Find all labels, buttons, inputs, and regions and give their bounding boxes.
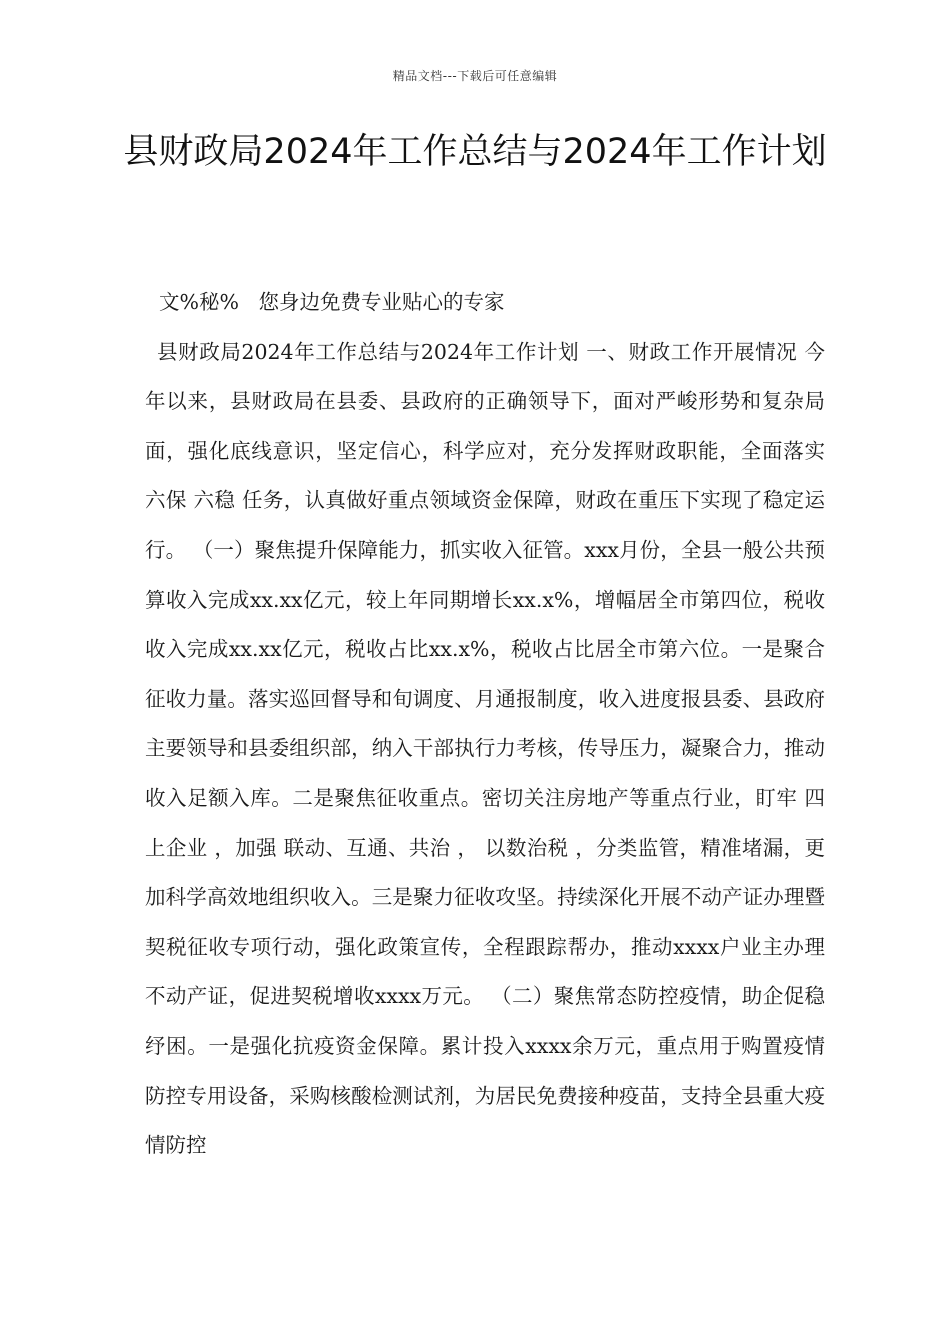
body-paragraph: 县财政局2024年工作总结与2024年工作计划 一、财政工作开展情况 今年以来，县财政局在县委、县政府的正确领导下，面对严峻形势和复杂局面，强化底线意识，坚定信心，科学应对，充分发挥财政职能，全面落实 六保 六稳 任务，认真做好重点领域资金保障，财政在重压下实现了稳定运行。 （一）聚焦提升保障能力，抓实收入征管。xxx月份，全县一般公共预算收入完成xx.xx亿元，较上年同期增长xx.x%，增幅居全市第四位，税收收入完成xx.xx亿元，税收占比xx.x%，税收占比居全市第六位。一是聚合征收力量。落实巡回督导和旬调度、月通报制度，收入进度报县委、县政府主要领导和县委组织部，纳入干部执行力考核，传导压力，凝聚合力，推动收入足额入库。二是聚焦征收重点。密切关注房地产等重点行业，盯牢 四上企业 ，加强 联动、互通、共治 ， 以数治税 ，分类监管，精准堵漏，更加科学高效地组织收入。三是聚力征收攻坚。持续深化开展不动产证办理暨契税征收专项行动，强化政策宣传，全程跟踪帮办，推动xxxx户业主办理不动产证，促进契税增收xxxx万元。 （二）聚焦常态防控疫情，助企促稳纾困。一是强化抗疫资金保障。累计投入xxxx余万元，重点用于购置疫情防控专用设备，采购核酸检测试剂，为居民免费接种疫苗，支持全县重大疫情防控 xyxy=(145,339,825,1158)
header-note: 精品文档---下载后可任意编辑 xyxy=(392,69,558,83)
document-body xyxy=(145,278,825,1171)
tagline: 文%秘% 您身边免费专业贴心的专家 xyxy=(159,290,505,314)
document-title: 县财政局2024年工作总结与2024年工作计划 xyxy=(123,132,827,172)
